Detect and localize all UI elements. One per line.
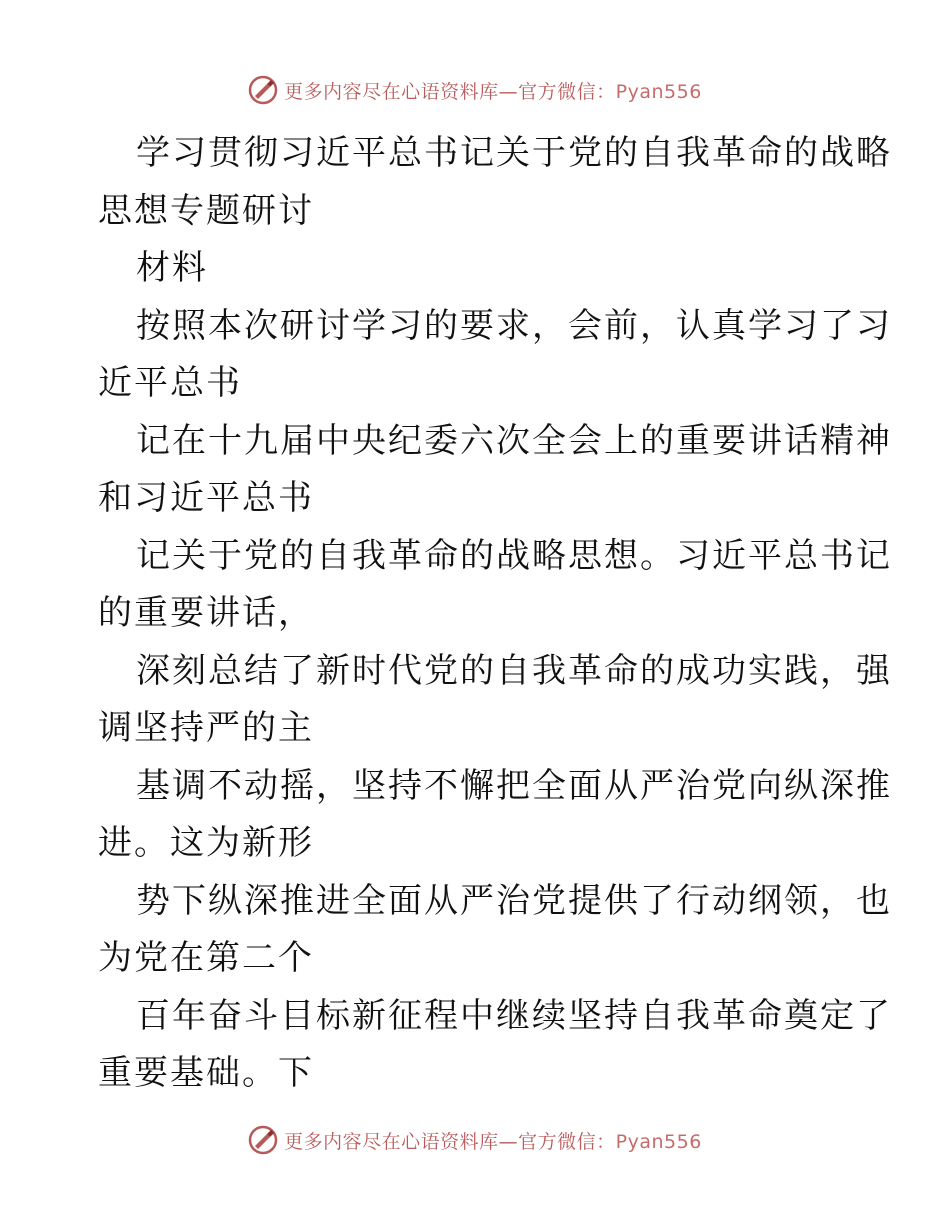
watermark-text: 更多内容尽在心语资料库—官方微信：Pyan556 bbox=[284, 80, 702, 103]
watermark-handle: Pyan556 bbox=[615, 80, 702, 103]
text-line: 深刻总结了新时代党的自我革命的成功实践，强 bbox=[136, 650, 892, 691]
text-line: 材料 bbox=[136, 248, 208, 288]
watermark-text: 更多内容尽在心语资料库—官方微信：Pyan556 bbox=[284, 1130, 702, 1153]
text-line: 百年奋斗目标新征程中继续坚持自我革命奠定了 bbox=[136, 995, 892, 1036]
text-line: 思想专题研讨 bbox=[98, 190, 314, 231]
watermark-handle: Pyan556 bbox=[615, 1130, 702, 1153]
text-line: 重要基础。下 bbox=[98, 1053, 314, 1093]
text-line: 按照本次研讨学习的要求，会前，认真学习了习 bbox=[136, 305, 892, 346]
text-line: 进。这为新形 bbox=[98, 823, 314, 863]
text-line: 调坚持严的主 bbox=[98, 708, 314, 748]
text-line: 近平总书 bbox=[98, 363, 242, 403]
text-line: 和习近平总书 bbox=[98, 478, 314, 518]
text-line: 记在十九届中央纪委六次全会上的重要讲话精神 bbox=[136, 420, 892, 461]
text-line: 学习贯彻习近平总书记关于党的自我革命的战略 bbox=[136, 133, 892, 173]
pen-logo-icon bbox=[248, 1125, 278, 1155]
text-line: 基调不动摇，坚持不懈把全面从严治党向纵深推 bbox=[136, 765, 892, 806]
text-line: 的重要讲话， bbox=[98, 593, 314, 633]
text-line: 记关于党的自我革命的战略思想。习近平总书记 bbox=[136, 535, 892, 576]
footer-watermark bbox=[0, 1120, 950, 1160]
document-body bbox=[98, 125, 892, 1103]
header-watermark bbox=[0, 70, 950, 110]
pen-logo-icon bbox=[248, 75, 278, 105]
text-line: 为党在第二个 bbox=[98, 938, 314, 978]
text-line: 势下纵深推进全面从严治党提供了行动纲领，也 bbox=[136, 880, 892, 921]
